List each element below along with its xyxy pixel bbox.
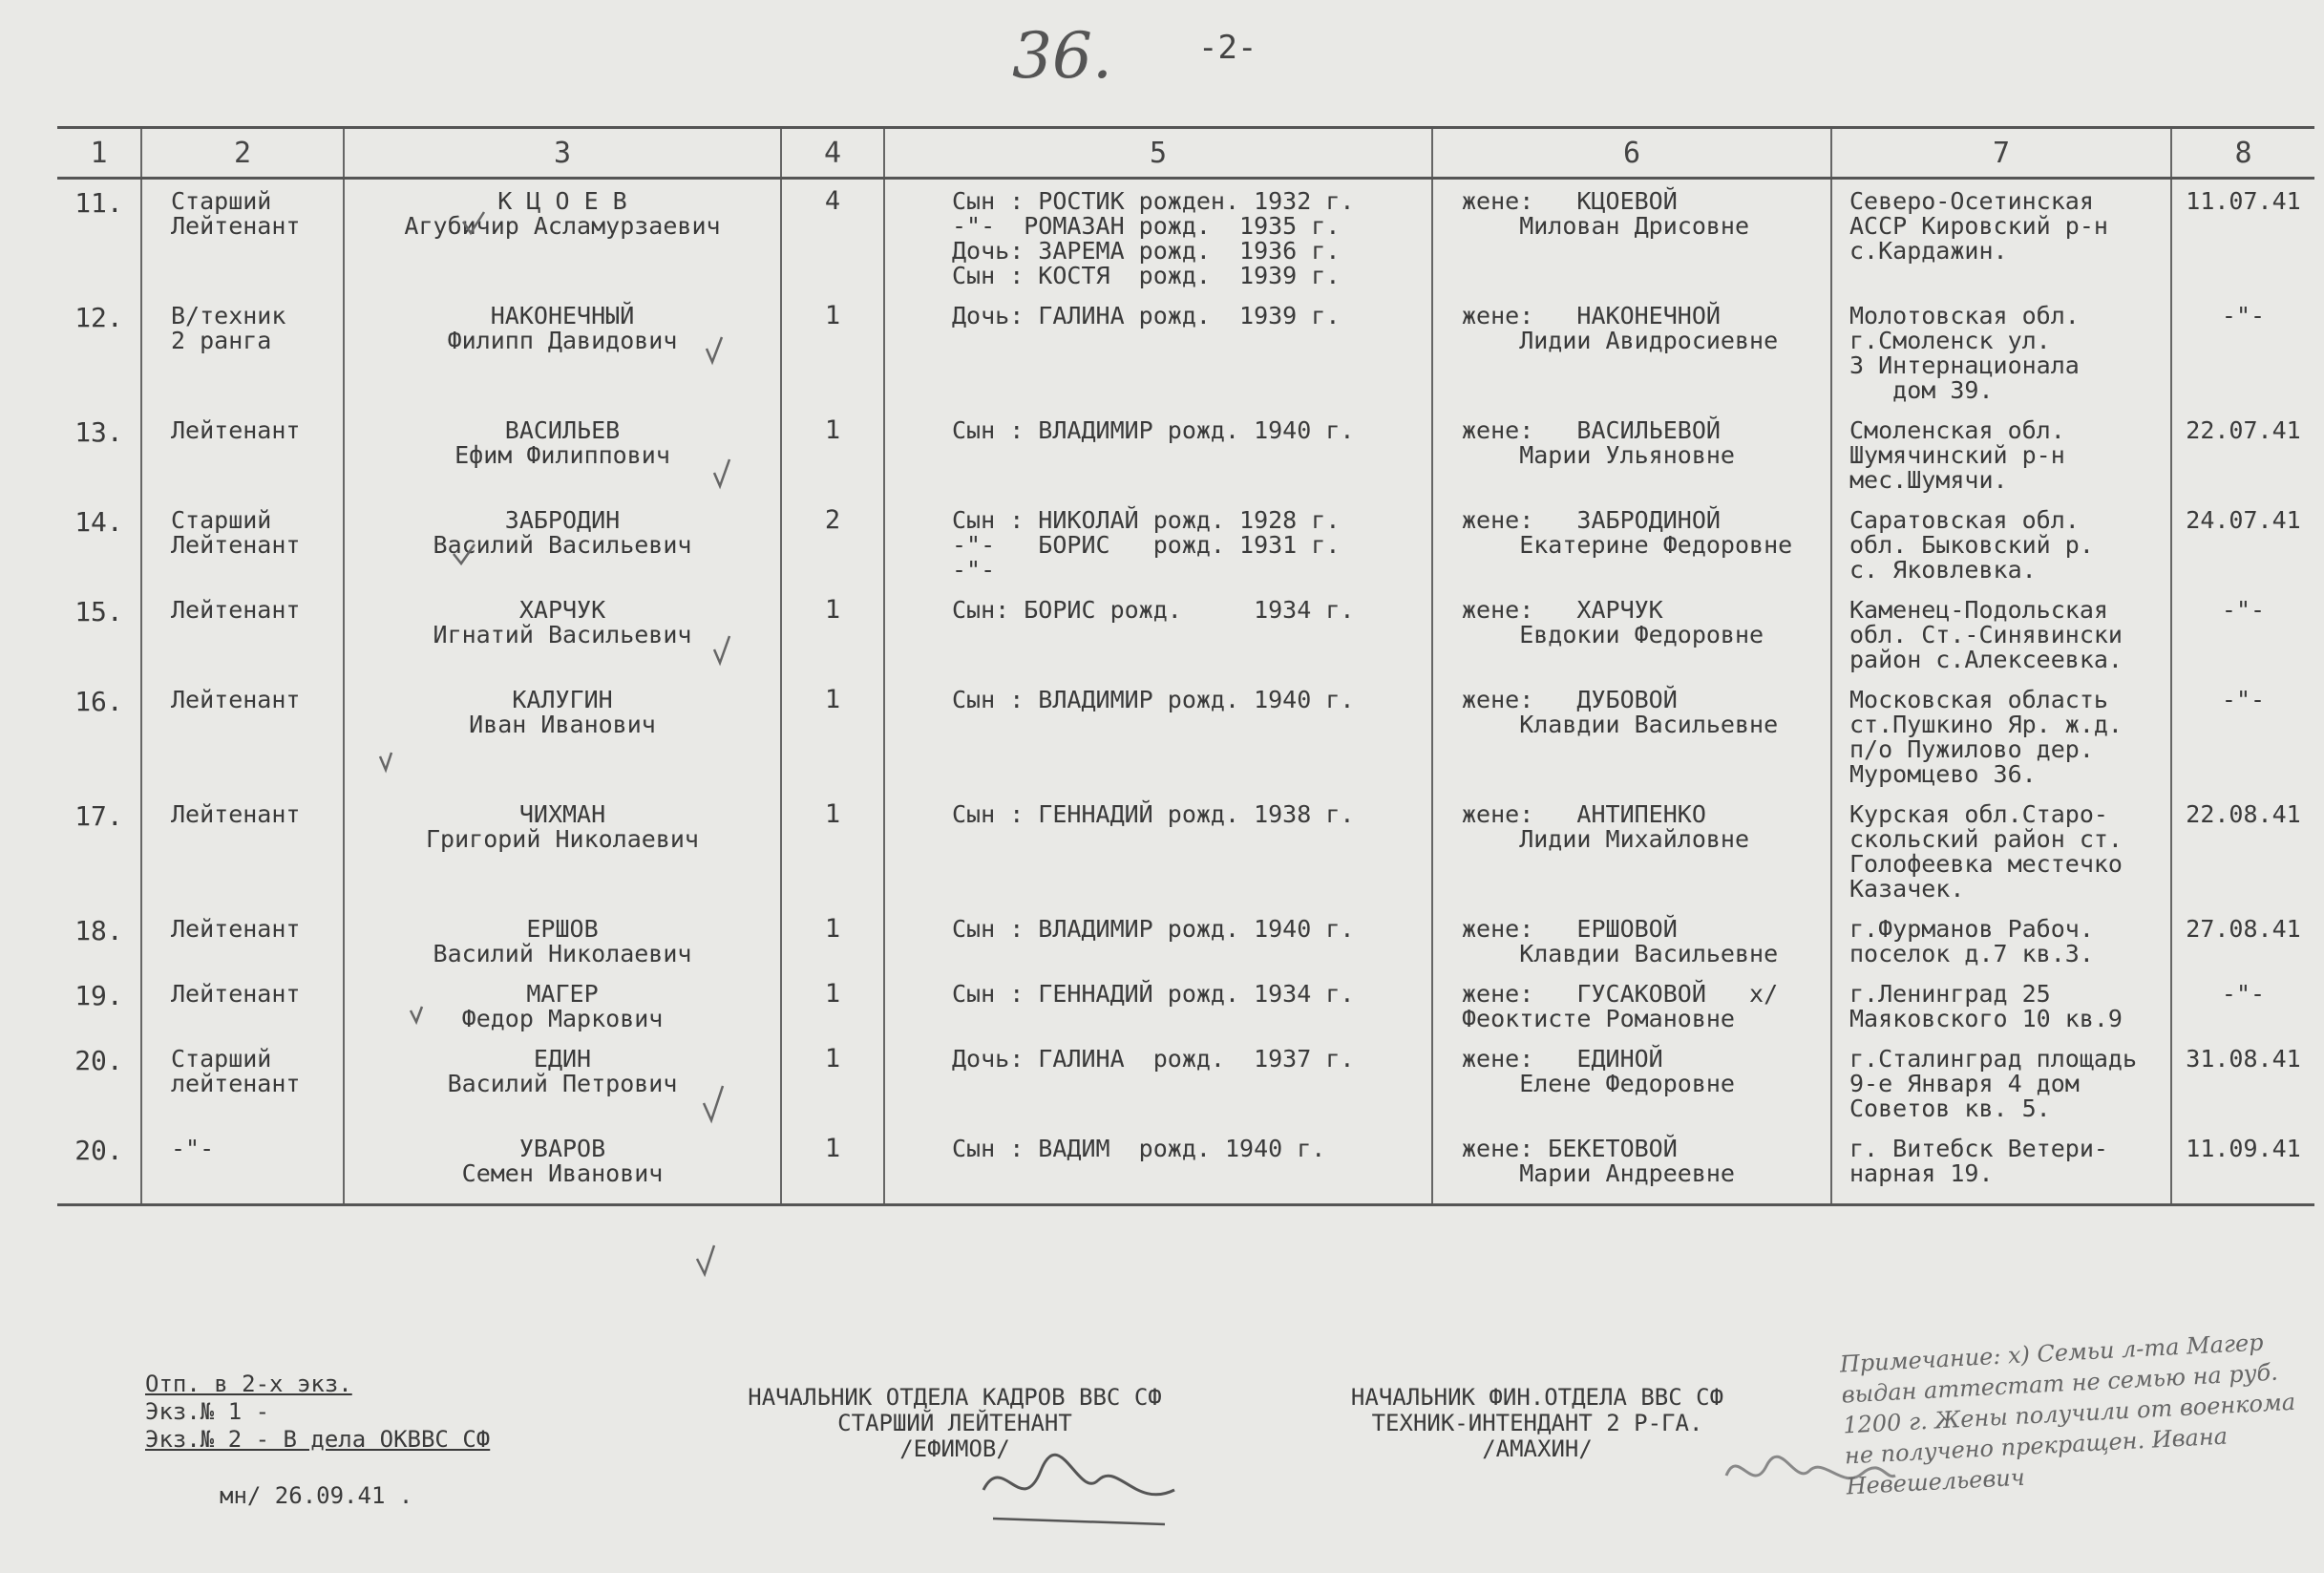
rank-cell: Лейтенант bbox=[141, 588, 344, 678]
wife-cell: жене: ГУСАКОВОЙ х/ Феоктисте Романовне bbox=[1432, 972, 1831, 1037]
table-row bbox=[57, 1127, 2314, 1205]
column-header: 4 bbox=[781, 128, 884, 179]
name-cell: К Ц О Е В Агубичир Асламурзаевич bbox=[344, 179, 781, 295]
column-number-header-row bbox=[57, 128, 2314, 179]
children-count-cell: 1 bbox=[781, 1037, 884, 1127]
row-number: 18. bbox=[74, 915, 123, 946]
wife-cell: жене: БЕКЕТОВОЙ Марии Андреевне bbox=[1432, 1127, 1831, 1205]
address-cell: Курская обл.Старо- скольский район ст. Голофеевка местечко Казачек. bbox=[1831, 793, 2171, 907]
signer-title: НАЧАЛЬНИК ОТДЕЛА КАДРОВ ВВС СФ bbox=[748, 1384, 1162, 1411]
name-cell: ВАСИЛЬЕВ Ефим Филиппович bbox=[344, 409, 781, 499]
children-count-cell: 1 bbox=[781, 409, 884, 499]
address-cell: г.Сталинград площадь 9-е Января 4 дом Советов кв. 5. bbox=[1831, 1037, 2171, 1127]
copies-line: Экз.№ 1 - bbox=[145, 1398, 270, 1425]
typed-page-mark: -2- bbox=[1198, 29, 1257, 67]
signature-efimov bbox=[974, 1433, 1184, 1538]
row-number: 14. bbox=[74, 506, 123, 538]
address-cell: г.Фурманов Рабоч. поселок д.7 кв.3. bbox=[1831, 907, 2171, 972]
name-cell: УВАРОВ Семен Иванович bbox=[344, 1127, 781, 1205]
date-cell: -"- bbox=[2171, 678, 2314, 793]
date-cell: 22.07.41 bbox=[2171, 409, 2314, 499]
date-cell: 11.07.41 bbox=[2171, 179, 2314, 295]
address-cell: Смоленская обл. Шумячинский р-н мес.Шумячи. bbox=[1831, 409, 2171, 499]
date-cell: -"- bbox=[2171, 972, 2314, 1037]
table-row bbox=[57, 1037, 2314, 1127]
children-cell: Сын: БОРИС рожд. 1934 г. bbox=[884, 588, 1432, 678]
document-date: мн/ 26.09.41 . bbox=[220, 1482, 413, 1509]
rank-cell: -"- bbox=[141, 1127, 344, 1205]
name-cell: НАКОНЕЧНЫЙ Филипп Давидович bbox=[344, 294, 781, 409]
children-count-cell: 1 bbox=[781, 793, 884, 907]
table-row bbox=[57, 409, 2314, 499]
column-header: 5 bbox=[884, 128, 1432, 179]
row-number: 15. bbox=[74, 596, 123, 627]
date-cell: -"- bbox=[2171, 588, 2314, 678]
signature-block-finance bbox=[1308, 1385, 1766, 1462]
children-cell: Сын : ВЛАДИМИР рожд. 1940 г. bbox=[884, 678, 1432, 793]
wife-cell: жене: ДУБОВОЙ Клавдии Васильевне bbox=[1432, 678, 1831, 793]
address-cell: Каменец-Подольская обл. Ст.-Синявински район с.Алексеевка. bbox=[1831, 588, 2171, 678]
row-number: 11. bbox=[74, 187, 123, 219]
wife-cell: жене: АНТИПЕНКО Лидии Михайловне bbox=[1432, 793, 1831, 907]
rank-cell: Лейтенант bbox=[141, 907, 344, 972]
table-row bbox=[57, 588, 2314, 678]
name-cell: ЧИХМАН Григорий Николаевич bbox=[344, 793, 781, 907]
rank-cell: Лейтенант bbox=[141, 972, 344, 1037]
rank-cell: Старший Лейтенант bbox=[141, 179, 344, 295]
row-number: 20. bbox=[74, 1045, 123, 1076]
signer-rank: ТЕХНИК-ИНТЕНДАНТ 2 Р-ГА. bbox=[1371, 1410, 1703, 1436]
children-cell: Сын : ВЛАДИМИР рожд. 1940 г. bbox=[884, 907, 1432, 972]
children-count-cell: 1 bbox=[781, 678, 884, 793]
row-number: 20. bbox=[57, 1127, 141, 1205]
table-row bbox=[57, 294, 2314, 409]
children-cell: Дочь: ГАЛИНА рожд. 1937 г. bbox=[884, 1037, 1432, 1127]
table-row bbox=[57, 972, 2314, 1037]
table-row bbox=[57, 678, 2314, 793]
children-cell: Дочь: ГАЛИНА рожд. 1939 г. bbox=[884, 294, 1432, 409]
signer-name: /АМАХИН/ bbox=[1482, 1435, 1593, 1462]
signer-name: /ЕФИМОВ/ bbox=[899, 1435, 1010, 1462]
wife-cell: жене: ВАСИЛЬЕВОЙ Марии Ульяновне bbox=[1432, 409, 1831, 499]
children-count-cell: 1 bbox=[781, 1127, 884, 1205]
date-cell: 11.09.41 bbox=[2171, 1127, 2314, 1205]
address-cell: г. Витебск Ветери- нарная 19. bbox=[1831, 1127, 2171, 1205]
row-number: 16. bbox=[74, 686, 123, 717]
table-row bbox=[57, 499, 2314, 588]
copies-block bbox=[145, 1371, 490, 1454]
children-cell: Сын : ВАДИМ рожд. 1940 г. bbox=[884, 1127, 1432, 1205]
rank-cell: В/техник 2 ранга bbox=[141, 294, 344, 409]
address-cell: Саратовская обл. обл. Быковский р. с. Яковлевка. bbox=[1831, 499, 2171, 588]
rank-cell: Лейтенант bbox=[141, 793, 344, 907]
address-cell: Молотовская обл. г.Смоленск ул. 3 Интернационала дом 39. bbox=[1831, 294, 2171, 409]
name-cell: КАЛУГИН Иван Иванович bbox=[344, 678, 781, 793]
date-cell: 22.08.41 bbox=[2171, 793, 2314, 907]
children-count-cell: 1 bbox=[781, 972, 884, 1037]
column-header: 2 bbox=[141, 128, 344, 179]
signer-title: НАЧАЛЬНИК ФИН.ОТДЕЛА ВВС СФ bbox=[1350, 1384, 1724, 1411]
wife-cell: жене: НАКОНЕЧНОЙ Лидии Авидросиевне bbox=[1432, 294, 1831, 409]
row-number: 12. bbox=[74, 302, 123, 333]
children-cell: Сын : ГЕННАДИЙ рожд. 1938 г. bbox=[884, 793, 1432, 907]
children-count-cell: 4 bbox=[781, 179, 884, 295]
rank-cell: Старший Лейтенант bbox=[141, 499, 344, 588]
table-row bbox=[57, 907, 2314, 972]
copies-line: Отп. в 2-х экз. bbox=[145, 1371, 352, 1397]
children-count-cell: 2 bbox=[781, 499, 884, 588]
children-count-cell: 1 bbox=[781, 294, 884, 409]
rank-cell: Лейтенант bbox=[141, 409, 344, 499]
date-cell: 24.07.41 bbox=[2171, 499, 2314, 588]
wife-cell: жене: КЦОЕВОЙ Милован Дрисовне bbox=[1432, 179, 1831, 295]
date-cell: 27.08.41 bbox=[2171, 907, 2314, 972]
column-header: 8 bbox=[2171, 128, 2314, 179]
children-cell: Сын : ВЛАДИМИР рожд. 1940 г. bbox=[884, 409, 1432, 499]
rank-cell: Лейтенант bbox=[141, 678, 344, 793]
wife-cell: жене: ХАРЧУК Евдокии Федоровне bbox=[1432, 588, 1831, 678]
date-cell: -"- bbox=[2171, 294, 2314, 409]
name-cell: ХАРЧУК Игнатий Васильевич bbox=[344, 588, 781, 678]
table-row bbox=[57, 793, 2314, 907]
table-row bbox=[57, 179, 2314, 295]
wife-cell: жене: ЗАБРОДИНОЙ Екатерине Федоровне bbox=[1432, 499, 1831, 588]
column-header: 7 bbox=[1831, 128, 2171, 179]
address-cell: г.Ленинград 25 Маяковского 10 кв.9 bbox=[1831, 972, 2171, 1037]
children-count-cell: 1 bbox=[781, 907, 884, 972]
name-cell: ЕДИН Василий Петрович bbox=[344, 1037, 781, 1127]
row-number: 17. bbox=[74, 800, 123, 832]
column-header: 1 bbox=[57, 128, 141, 179]
date-cell: 31.08.41 bbox=[2171, 1037, 2314, 1127]
children-count-cell: 1 bbox=[781, 588, 884, 678]
row-number: 19. bbox=[74, 980, 123, 1011]
name-cell: ЕРШОВ Василий Николаевич bbox=[344, 907, 781, 972]
address-cell: Северо-Осетинская АССР Кировский р-н с.Кардажин. bbox=[1831, 179, 2171, 295]
copies-line: Экз.№ 2 - В дела ОКВВС СФ bbox=[145, 1426, 491, 1453]
handwritten-note: Примечание: х) Семьи л-та Магер выдан аттестат не семью на руб. 1200 г. Жены получили от военкома не получено прекращен. Ивана Невешельевич bbox=[1839, 1329, 2296, 1500]
wife-cell: жене: ЕДИНОЙ Елене Федоровне bbox=[1432, 1037, 1831, 1127]
name-cell: МАГЕР Федор Маркович bbox=[344, 972, 781, 1037]
wife-cell: жене: ЕРШОВОЙ Клавдии Васильевне bbox=[1432, 907, 1831, 972]
address-cell: Московская область ст.Пушкино Яр. ж.д. п/о Пужилово дер. Муромцево 36. bbox=[1831, 678, 2171, 793]
officer-family-register-table bbox=[57, 126, 2314, 1206]
handwritten-page-number: 36. bbox=[1012, 19, 1112, 93]
row-number: 13. bbox=[74, 416, 123, 448]
column-header: 6 bbox=[1432, 128, 1831, 179]
children-cell: Сын : НИКОЛАЙ рожд. 1928 г. -"- БОРИС рожд. 1931 г. -"- bbox=[884, 499, 1432, 588]
rank-cell: Старший лейтенант bbox=[141, 1037, 344, 1127]
children-cell: Сын : РОСТИК рожден. 1932 г. -"- РОМАЗАН рожд. 1935 г. Дочь: ЗАРЕМА рожд. 1936 г. Сын : КОСТЯ рожд. 1939 г. bbox=[884, 179, 1432, 295]
children-cell: Сын : ГЕННАДИЙ рожд. 1934 г. bbox=[884, 972, 1432, 1037]
signer-rank: СТАРШИЙ ЛЕЙТЕНАНТ bbox=[837, 1410, 1072, 1436]
name-cell: ЗАБРОДИН Василий Васильевич bbox=[344, 499, 781, 588]
column-header: 3 bbox=[344, 128, 781, 179]
